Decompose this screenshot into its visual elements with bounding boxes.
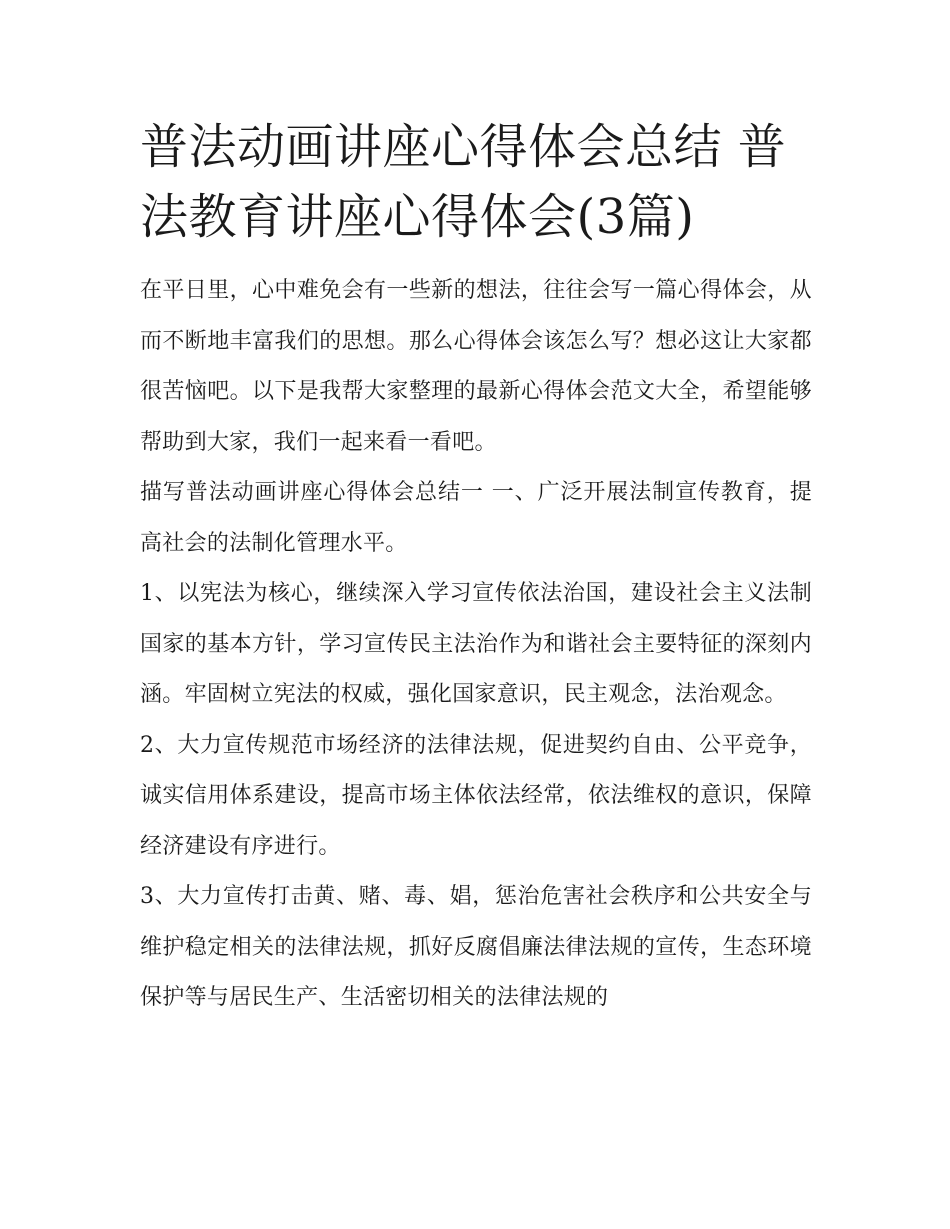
paragraph-section-one: 描写普法动画讲座心得体会总结一 一、广泛开展法制宣传教育，提高社会的法制化管理水平。: [140, 480, 812, 556]
paragraph-item-2: 2、大力宣传规范市场经济的法律法规，促进契约自由、公平竞争，诚实信用体系建设，提高市场主体依法经常，依法维权的意识，保障经济建设有序进行。: [140, 732, 812, 859]
document-title: 普法动画讲座心得体会总结 普法教育讲座心得体会(3篇): [140, 119, 787, 245]
paragraph-item-3: 3、大力宣传打击黄、赌、毒、娼，惩治危害社会秩序和公共安全与维护稳定相关的法律法规，抓好反腐倡廉法律法规的宣传，生态环境保护等与居民生产、生活密切相关的法律法规的: [140, 884, 812, 1010]
paragraph-intro: 在平日里，心中难免会有一些新的想法，往往会写一篇心得体会，从而不断地丰富我们的思想。那么心得体会该怎么写？想必这让大家都很苦恼吧。以下是我帮大家整理的最新心得体会范文大全，希望能够帮助到大家，我们一起来看一看吧。: [140, 278, 812, 455]
paragraph-item-1: 1、以宪法为核心，继续深入学习宣传依法治国，建设社会主义法制国家的基本方针，学习宣传民主法治作为和谐社会主要特征的深刻内涵。牢固树立宪法的权威，强化国家意识，民主观念，法治观念。: [140, 581, 812, 707]
document-page: [140, 112, 812, 1024]
